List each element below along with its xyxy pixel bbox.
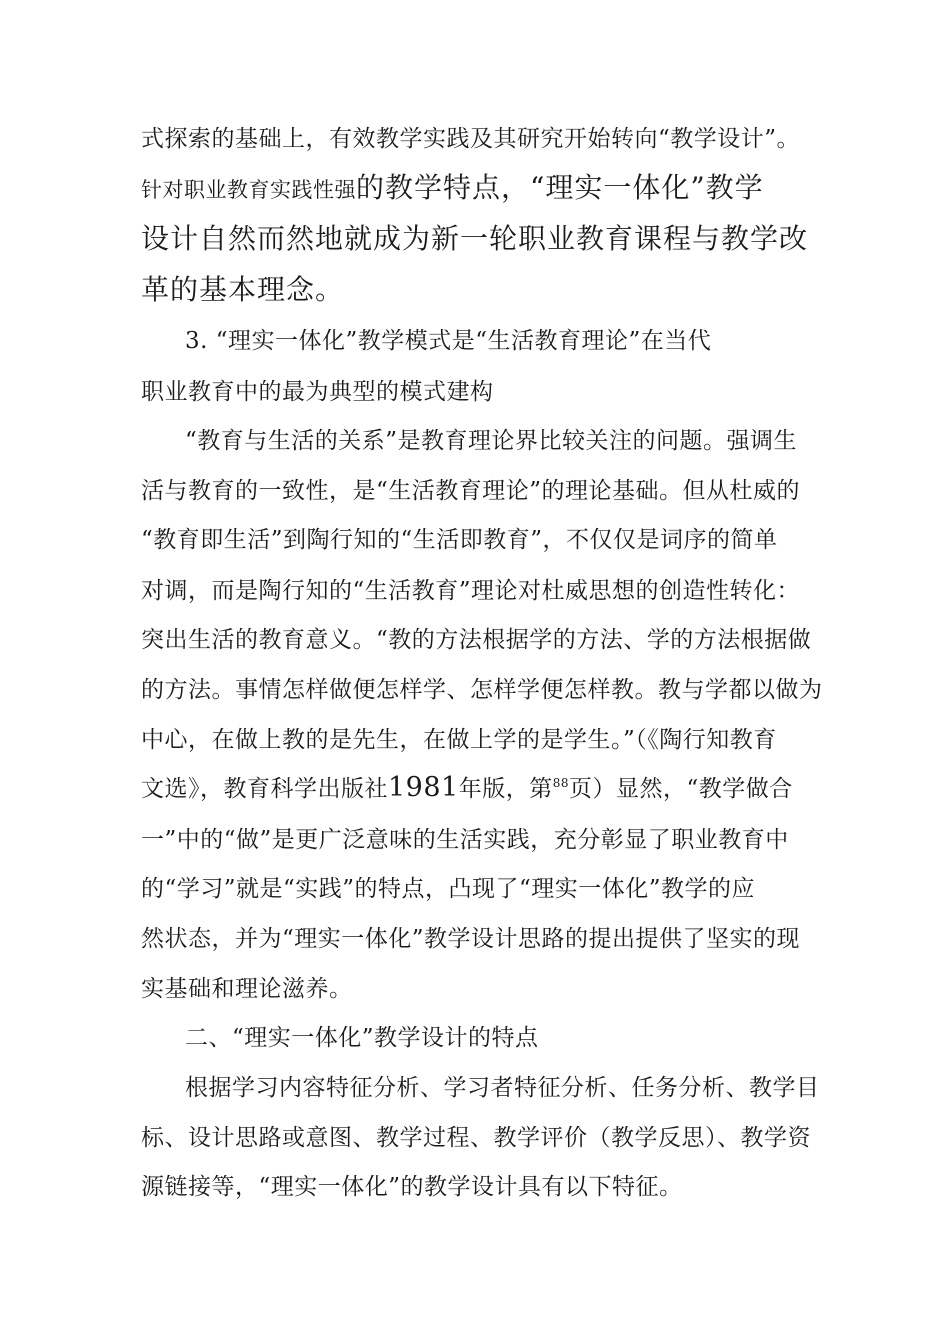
paragraph-line: 的“学习”就是“实践”的特点，凸现了“理实一体化”教学的应: [141, 876, 756, 902]
paragraph-line: 实基础和理论滋养。: [141, 976, 353, 1002]
text-run: 的教学特点，“理实一体化”教学: [356, 171, 764, 204]
paragraph-line: 标、设计思路或意图、教学过程、教学评价（教学反思）、教学资: [141, 1125, 811, 1151]
paragraph-line: 然状态，并为“理实一体化”教学设计思路的提出提供了坚实的现: [141, 926, 801, 952]
paragraph-line: 式探索的基础上，有效教学实践及其研究开始转向“教学设计”。: [141, 126, 801, 152]
text-run: 针对职业教育实践性强: [141, 178, 356, 202]
text-run: 文选》，教育科学出版社: [141, 776, 388, 802]
paragraph-line: 突出生活的教育意义。“教的方法根据学的方法、学的方法根据做: [141, 627, 812, 653]
paragraph-line: 设计自然而然地就成为新一轮职业教育课程与教学改: [141, 222, 809, 255]
section-heading-continued: 职业教育中的最为典型的模式建构: [141, 379, 494, 405]
paragraph-line: 一”中的“做”是更广泛意味的生活实践，充分彰显了职业教育中: [141, 827, 789, 853]
page-number-superscript: 88: [552, 776, 569, 790]
section-heading: 3. “理实一体化”教学模式是“生活教育理论”在当代: [185, 328, 712, 354]
paragraph-line: 源链接等，“理实一体化”的教学设计具有以下特征。: [141, 1174, 683, 1200]
paragraph-line: 对调，而是陶行知的“生活教育”理论对杜威思想的创造性转化：: [141, 578, 801, 604]
text-run: 年版，第: [458, 776, 553, 802]
paragraph-line: “教育与生活的关系”是教育理论界比较关注的问题。强调生: [185, 428, 798, 454]
paragraph-line: 革的基本理念。: [141, 273, 345, 306]
paragraph-line: 中心，在做上教的是先生，在做上学的是学生。”（《陶行知教育: [141, 727, 777, 753]
paragraph-line: 根据学习内容特征分析、学习者特征分析、任务分析、教学目: [185, 1075, 820, 1101]
paragraph-line: “教育即生活”到陶行知的“生活即教育”，不仅仅是词序的简单: [141, 527, 778, 553]
year-text: 1981: [388, 772, 459, 803]
text-run: 页）显然，“教学做合: [569, 776, 793, 802]
paragraph-line: [141, 173, 764, 205]
paragraph-line: [141, 773, 793, 807]
paragraph-line: 的方法。事情怎样做便怎样学、怎样学便怎样教。教与学都以做为: [141, 677, 823, 703]
section-heading: 二、“理实一体化”教学设计的特点: [185, 1025, 539, 1051]
paragraph-line: 活与教育的一致性，是“生活教育理论”的理论基础。但从杜威的: [141, 478, 801, 504]
